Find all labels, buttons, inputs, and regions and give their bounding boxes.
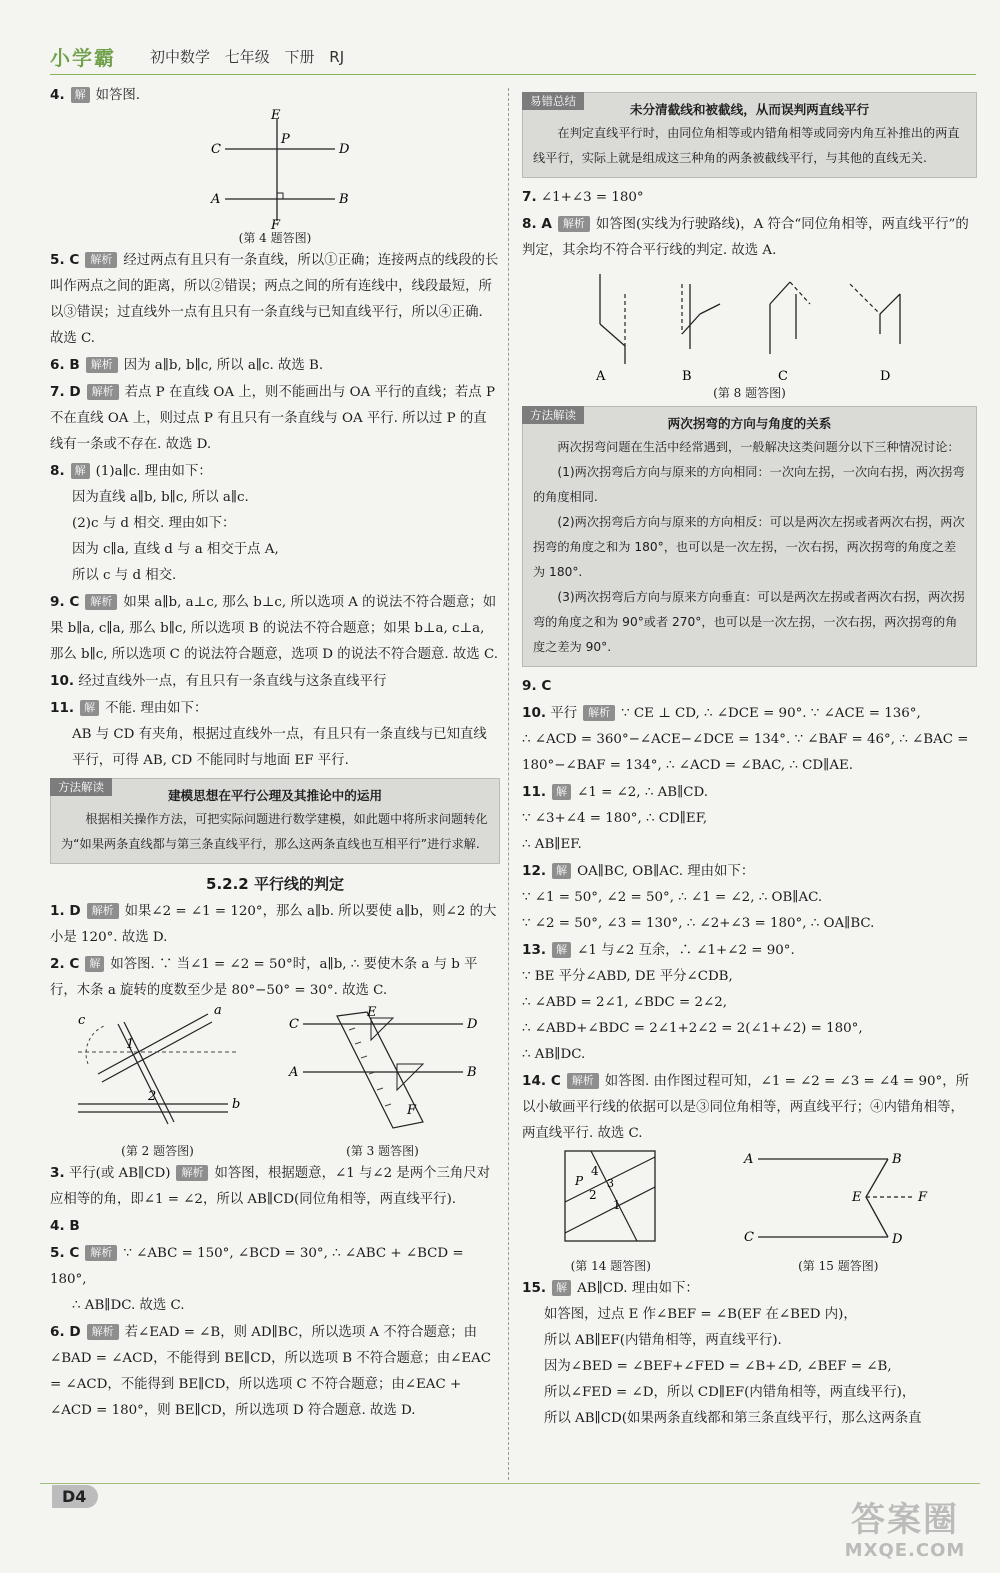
right-column xyxy=(522,88,977,1432)
column-divider xyxy=(508,88,509,1480)
figure-s2 xyxy=(68,1004,248,1132)
figures-r14-r15 xyxy=(522,1147,977,1275)
svg-text:D: D xyxy=(892,1232,903,1247)
watermark: 答案圈 MXQE.COM xyxy=(844,1500,966,1561)
answer-5: 5. C 解析 经过两点有且只有一条直线，所以①正确；连接两点的线段的长叫作两点之间的距离，所以②错误；两点之间的所有连线中，线段最短，所以③错误；过直线外一点有且只有一条直线与已知直线平行，所以④正确. 故选 C. xyxy=(50,252,499,346)
caption-s3: (第 3 题答图) xyxy=(346,1144,419,1158)
label-a: A xyxy=(595,369,605,384)
answer-r13: 13. 解 ∠1 与∠2 互余，∴ ∠1+∠2 = 90°. ∵ BE 平分∠ABD, DE 平分∠CDB, ∴ ∠ABD = 2∠1, ∠BDC = 2∠2, ∴ ∠ABD+∠BDC = 2∠1+2∠2 = 2(∠1+∠2) = 180°, ∴ AB∥DC. xyxy=(522,942,863,1062)
svg-text:1: 1 xyxy=(125,1037,134,1052)
answer-6: 6. B 解析 因为 a∥b, b∥c, 所以 a∥c. 故选 B. xyxy=(50,357,324,373)
figure-r8 xyxy=(570,264,930,384)
answer-r10: 10. 平行 解析 ∵ CE ⊥ CD, ∴ ∠DCE = 90°. ∵ ∠ACE = 136°, ∴ ∠ACD = 360°−∠ACE−∠DCE = 134°. ∵ ∠BAF = 46°, ∴ ∠BAC = 180°−∠BAF = 134°, ∴ ∠ACD = ∠BAC, ∴ CD∥AE. xyxy=(522,705,969,773)
box-title: 建模思想在平行公理及其推论中的运用 xyxy=(167,788,383,803)
answer-s1: 1. D 解析 如果∠2 = ∠1 = 120°，那么 a∥b. 所以要使 a∥b，则∠2 的大小是 120°. 故选 D. xyxy=(50,903,497,945)
header-rule xyxy=(50,74,976,75)
answer-11: 11. 解 不能. 理由如下： AB 与 CD 有夹角，根据过直线外一点，有且只有一条直线与已知直线平行，可得 AB, CD 不能同时与地面 EF 平行. xyxy=(50,700,487,768)
section-title: 5.2.2 平行线的判定 xyxy=(206,875,344,893)
answer-r15: 15. 解 AB∥CD. 理由如下： 如答图，过点 E 作∠BEF = ∠B(EF 在∠BED 内)， 所以 AB∥EF(内错角相等，两直线平行). 因为∠BED = ∠BEF+∠FED = ∠B+∠D, ∠BEF = ∠B, 所以∠FED = ∠D，所以 CD∥EF(内错角相等，两直线平行)， 所以 AB∥CD(如果两条直线都和第三条直线平行，那么这两条直 xyxy=(522,1280,922,1426)
svg-text:c: c xyxy=(77,1013,85,1028)
box-text: 根据相关操作方法，可把实际问题进行数学建模，如此题中将所求问题转化为“如果两条直线都与第三条直线平行，那么这两条直线也互相平行”进行求解. xyxy=(61,812,488,851)
svg-text:C: C xyxy=(288,1017,299,1032)
svg-text:2: 2 xyxy=(588,1188,597,1202)
svg-text:F: F xyxy=(918,1190,928,1205)
left-column xyxy=(50,82,500,1424)
brand-logo: 小学霸 xyxy=(50,45,116,70)
figure-s3 xyxy=(283,1004,483,1132)
answer-10: 10. 经过直线外一点，有且只有一条直线与这条直线平行 xyxy=(50,673,387,689)
answer-s3: 3. 平行(或 AB∥CD) 解析 如答图，根据题意，∠1 与∠2 是两个三角尺对应相等的角，即∠1 = ∠2，所以 AB∥CD(同位角相等，两直线平行). xyxy=(50,1165,491,1207)
answer-4: 4. 解 如答图. xyxy=(50,87,141,103)
svg-text:P: P xyxy=(281,132,290,147)
figure-r15-wrap xyxy=(738,1147,938,1275)
svg-text:C: C xyxy=(744,1230,755,1245)
svg-text:E: E xyxy=(852,1190,862,1205)
svg-text:D: D xyxy=(466,1017,477,1032)
svg-text:a: a xyxy=(213,1004,222,1018)
caption-r8: (第 8 题答图) xyxy=(713,386,786,400)
header-meta: 初中数学 七年级 下册 RJ xyxy=(150,47,345,66)
box-title: 未分清截线和被截线，从而误判两直线平行 xyxy=(629,102,870,117)
method-box-turns: 方法解读 两次拐弯的方向与角度的关系 两次拐弯问题在生活中经常遇到，一般解决这类问题分以下三种情况讨论： (1)两次拐弯后方向与原来的方向相同：一次向左拐，一次向右拐，两次拐弯的角度相同. (2)两次拐弯后方向与原来的方向相反：可以是两次左拐或者两次右拐，两次拐弯的角度之和为 180°，也可以是一次左拐，一次右拐，两次拐弯的角度之差为 180°. (3)两次拐弯后方向与原来方向垂直：可以是两次左拐或者两次右拐，两次拐弯的角度之和为 90°或者 270°，也可以是一次左拐，一次右拐，两次拐弯的角度之差为 90°. xyxy=(522,406,977,667)
answer-r9: 9. C xyxy=(522,678,552,694)
svg-text:C: C xyxy=(211,142,221,157)
page-number: D4 xyxy=(52,1485,98,1508)
label-d: D xyxy=(879,369,890,384)
svg-text:P: P xyxy=(574,1174,583,1188)
answer-r7: 7. ∠1+∠3 = 180° xyxy=(522,189,644,205)
answer-s4: 4. B xyxy=(50,1218,80,1234)
answer-r12: 12. 解 OA∥BC, OB∥AC. 理由如下： ∵ ∠1 = 50°, ∠2 = 50°, ∴ ∠1 = ∠2, ∴ OB∥AC. ∵ ∠2 = 50°, ∠3 = 130°, ∴ ∠2+∠3 = 180°, ∴ OA∥BC. xyxy=(522,863,875,931)
figure-r15 xyxy=(738,1147,938,1247)
svg-text:2: 2 xyxy=(147,1089,156,1104)
page-header xyxy=(50,36,344,76)
answer-8: 8. 解 (1)a∥c. 理由如下： 因为直线 a∥b, b∥c, 所以 a∥c. (2)c 与 d 相交. 理由如下： 因为 c∥a, 直线 d 与 a 相交于点 A, 所以 c 与 d 相交. xyxy=(50,463,279,583)
box-tag: 方法解读 xyxy=(522,406,584,424)
svg-text:D: D xyxy=(339,142,350,157)
svg-text:A: A xyxy=(288,1065,298,1080)
svg-text:B: B xyxy=(466,1065,477,1080)
answer-s6: 6. D 解析 若∠EAD = ∠B，则 AD∥BC，所以选项 A 不符合题意；由∠BAD = ∠ACD，不能得到 BE∥CD，所以选项 B 不符合题意；由∠EAC = ∠ACD，不能得到 BE∥CD，所以选项 C 不符合题意；由∠EAC + ∠ACD = 180°，则 BE∥CD，所以选项 D 符合题意. 故选 D. xyxy=(50,1324,492,1418)
label-c: C xyxy=(777,369,788,384)
answer-9: 9. C 解析 如果 a∥b, a⊥c, 那么 b⊥c, 所以选项 A 的说法不符合题意；如果 b∥a, c∥a, 那么 b∥c, 所以选项 B 的说法不符合题意；如果 b⊥a, c⊥a, 那么 b∥c, 所以选项 C 的说法符合题意，选项 D 的说法不符合题意. 故选 C. xyxy=(50,594,498,662)
svg-text:B: B xyxy=(892,1152,902,1167)
svg-text:E: E xyxy=(366,1005,376,1020)
figure-r14 xyxy=(561,1147,661,1247)
svg-text:A: A xyxy=(211,192,221,207)
svg-text:F: F xyxy=(406,1103,416,1118)
method-box-modeling xyxy=(50,778,500,864)
answer-r8: 8. A 解析 如答图(实线为行驶路线)，A 符合“同位角相等，两直线平行”的判定，其余均不符合平行线的判定. 故选 A. xyxy=(522,216,969,258)
box-title: 两次拐弯的方向与角度的关系 xyxy=(667,416,832,431)
figure-s2-wrap xyxy=(68,1004,248,1160)
figure-s3-wrap xyxy=(283,1004,483,1160)
svg-text:B: B xyxy=(339,192,349,207)
answer-7: 7. D 解析 若点 P 在直线 OA 上，则不能画出与 OA 平行的直线；若点 P 不在直线 OA 上，则过点 P 有且只有一条直线与 OA 平行. 所以过 P 的直线有一条或不存在. 故选 D. xyxy=(50,384,495,452)
box-tag: 易错总结 xyxy=(522,92,584,110)
svg-text:4: 4 xyxy=(590,1164,599,1178)
svg-text:F: F xyxy=(271,218,281,229)
caption-s2: (第 2 题答图) xyxy=(121,1144,194,1158)
figure-q4 xyxy=(185,109,365,229)
svg-text:A: A xyxy=(744,1152,754,1167)
caption-r14: (第 14 题答图) xyxy=(570,1259,651,1273)
figure-r14-wrap xyxy=(561,1147,661,1275)
box-tag: 方法解读 xyxy=(50,778,112,796)
mistake-box xyxy=(522,92,977,178)
svg-text:b: b xyxy=(231,1097,240,1112)
answer-r14: 14. C 解析 如答图. 由作图过程可知，∠1 = ∠2 = ∠3 = ∠4 = 90°，所以小敏画平行线的依据可以是③同位角相等，两直线平行；④内错角相等，两直线平行. 故选 C. xyxy=(522,1073,970,1141)
answer-r11: 11. 解 ∠1 = ∠2, ∴ AB∥CD. ∵ ∠3+∠4 = 180°, ∴ CD∥EF, ∴ AB∥EF. xyxy=(522,784,709,852)
label-b: B xyxy=(681,369,692,384)
box-text: 在判定直线平行时，由同位角相等或内错角相等或同旁内角互补推出的两直线平行，实际上就是组成这三种角的两条被截线平行，与其他的直线无关. xyxy=(533,126,960,165)
answer-s5: 5. C 解析 ∵ ∠ABC = 150°, ∠BCD = 30°, ∴ ∠ABC + ∠BCD = 180°, ∴ AB∥DC. 故选 C. xyxy=(50,1245,464,1313)
caption-q4: (第 4 题答图) xyxy=(238,231,312,245)
figures-s2-s3 xyxy=(50,1004,500,1160)
caption-r15: (第 15 题答图) xyxy=(798,1259,879,1273)
footer-rule xyxy=(40,1483,980,1484)
answer-s2: 2. C 解 如答图. ∵ 当∠1 = ∠2 = 50°时，a∥b, ∴ 要使木条 a 与 b 平行，木条 a 旋转的度数至少是 80°−50° = 30°. 故选 C. xyxy=(50,956,478,998)
svg-text:3: 3 xyxy=(606,1177,614,1190)
svg-text:1: 1 xyxy=(612,1198,621,1212)
svg-text:E: E xyxy=(271,109,281,123)
